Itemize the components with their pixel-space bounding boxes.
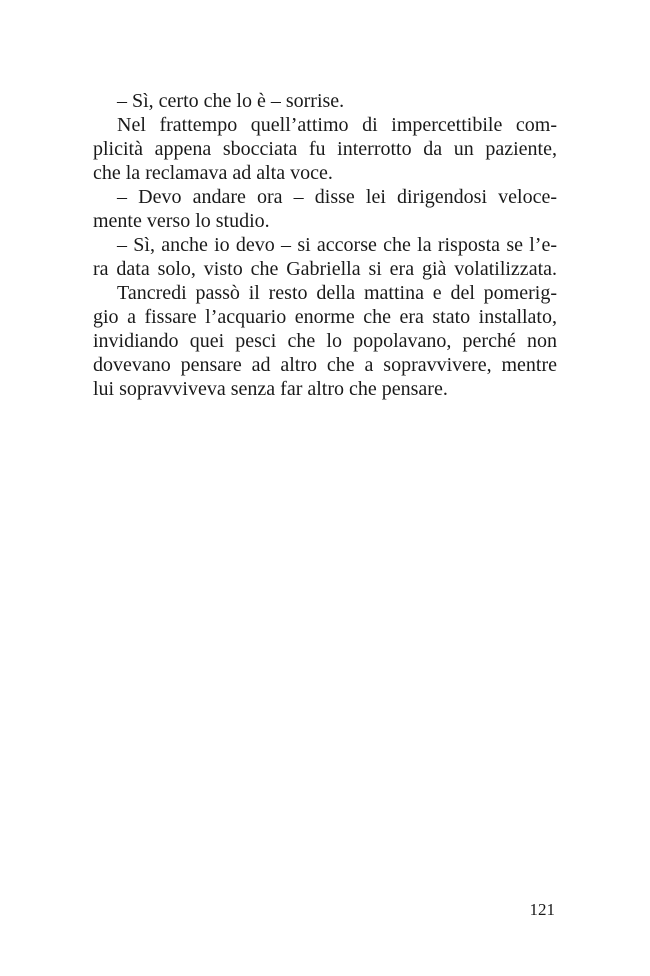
text-line: mente verso lo studio. [93, 210, 270, 232]
text-line: che la reclamava ad alta voce. [93, 162, 333, 184]
text-line: – Sì, certo che lo è – sorrise. [117, 90, 345, 112]
text-line: – Sì, anche io devo – si accorse che la risposta se l’e- [117, 234, 557, 256]
body-text [93, 89, 557, 401]
text-line: gio a fissare l’acquario enorme che era stato installato, [93, 306, 557, 328]
text-line: plicità appena sbocciata fu interrotto da un paziente, [93, 138, 557, 160]
text-line: Nel frattempo quell’attimo di impercettibile com- [117, 114, 557, 136]
text-line: invidiando quei pesci che lo popolavano, perché non [93, 330, 557, 352]
text-line: Tancredi passò il resto della mattina e del pomerig- [117, 282, 557, 304]
page-number: 121 [529, 900, 555, 919]
text-line: ra data solo, visto che Gabriella si era già volatilizzata. [93, 258, 557, 280]
text-line: lui sopravviveva senza far altro che pensare. [93, 378, 448, 400]
text-line: dovevano pensare ad altro che a sopravvivere, mentre [93, 354, 557, 376]
text-line: – Devo andare ora – disse lei dirigendosi veloce- [117, 186, 557, 208]
